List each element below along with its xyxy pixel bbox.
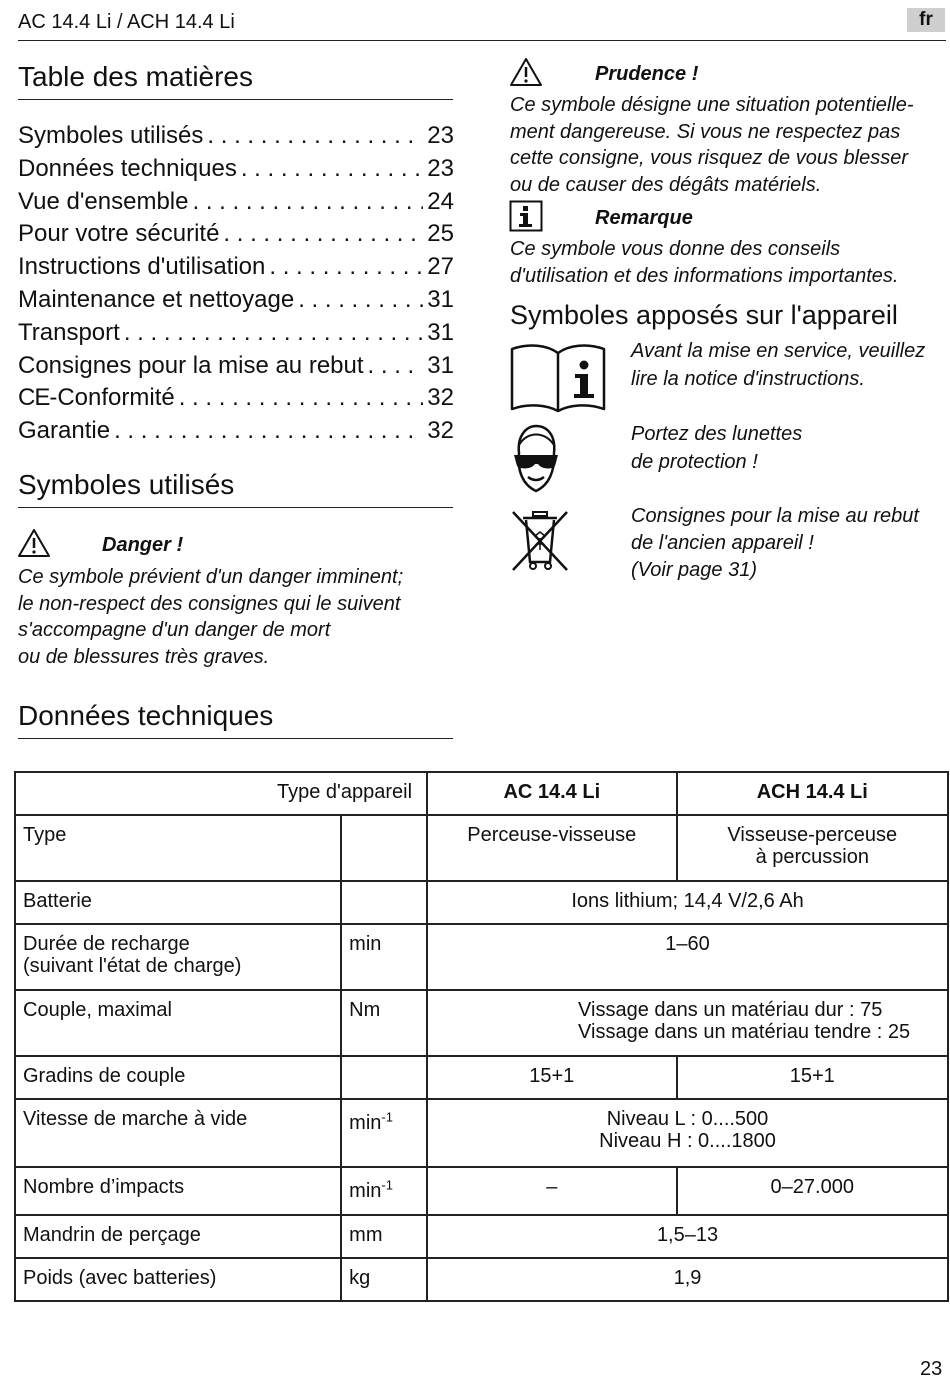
cell-value: Visseuse-perceuse à percussion xyxy=(677,815,948,881)
table-row xyxy=(15,1258,948,1301)
tech-data-heading-rule xyxy=(18,738,453,739)
symbols-used-heading: Symboles utilisés xyxy=(18,469,235,500)
row-label: Nombre d’impacts xyxy=(15,1167,341,1215)
toc-item[interactable]: Instructions d'utilisation . . . 27 xyxy=(18,253,454,286)
toc-item[interactable]: Transport . . . 31 xyxy=(18,319,454,352)
device-symbol-manual-text: Avant la mise en service, veuillez lire la notice d'instructions. xyxy=(631,340,926,390)
cell-value: Perceuse-visseuse xyxy=(427,815,676,881)
table-row xyxy=(15,772,948,815)
toc-item[interactable]: Maintenance et nettoyage . . . 31 xyxy=(18,286,454,319)
cell-value: 0–27.000 xyxy=(677,1167,948,1215)
cell-value: 15+1 xyxy=(427,1056,676,1099)
cell-value: 15+1 xyxy=(677,1056,948,1099)
toc-page-number: 24 xyxy=(427,187,454,215)
toc-page-number: 32 xyxy=(427,384,454,412)
row-label: Durée de recharge (suivant l'état de charge) xyxy=(15,924,341,990)
table-header-model-1: AC 14.4 Li xyxy=(427,772,676,815)
warning-triangle-icon xyxy=(509,57,543,87)
table-header-label: Type d'appareil xyxy=(15,772,427,815)
toc-item[interactable]: Garantie . . . 32 xyxy=(18,417,454,450)
row-unit: Nm xyxy=(341,990,427,1056)
safety-glasses-icon xyxy=(509,423,563,495)
table-row xyxy=(15,881,948,924)
toc-page-number: 31 xyxy=(427,351,454,379)
toc-item[interactable]: Données techniques . . . 23 xyxy=(18,155,454,188)
toc-page-number: 23 xyxy=(427,122,454,149)
toc-page-number: 32 xyxy=(427,417,454,445)
table-row xyxy=(15,1099,948,1167)
symbols-used-heading-rule xyxy=(18,507,453,508)
document-header-title: AC 14.4 Li / ACH 14.4 Li xyxy=(18,11,235,33)
toc-item[interactable]: Pour votre sécurité . . . 25 xyxy=(18,220,454,253)
row-label: Poids (avec batteries) xyxy=(15,1258,341,1301)
device-symbol-glasses-text: Portez des lunettes de protection ! xyxy=(631,423,803,473)
row-unit xyxy=(341,815,427,881)
header-rule xyxy=(18,40,946,41)
warning-triangle-icon xyxy=(17,528,51,558)
row-unit: min xyxy=(341,924,427,990)
toc-page-number: 31 xyxy=(427,285,454,313)
table-of-contents xyxy=(18,122,454,450)
remarque-description: Ce symbole vous donne des conseils d'utilisation et des informations importantes. xyxy=(510,238,899,287)
toc-page-number: 31 xyxy=(427,318,454,346)
toc-item[interactable]: Symboles utilisés . . . 23 xyxy=(18,122,454,155)
cell-value: Ions lithium; 14,4 V/2,6 Ah xyxy=(427,881,948,924)
toc-page-number: 23 xyxy=(427,154,454,182)
toc-page-number: 25 xyxy=(427,220,454,248)
toc-item[interactable]: Vue d'ensemble . . . 24 xyxy=(18,188,454,221)
cell-value: 1,5–13 xyxy=(427,1215,948,1258)
manual-info-icon xyxy=(509,343,607,413)
table-row xyxy=(15,1056,948,1099)
toc-page-number: 27 xyxy=(427,253,454,281)
danger-title: Danger ! xyxy=(102,534,184,556)
row-unit xyxy=(341,1056,427,1099)
row-label: Type xyxy=(15,815,341,881)
cell-value: Vissage dans un matériau dur : 75 Vissage dans un matériau tendre : 25 xyxy=(427,990,948,1056)
tech-data-heading: Données techniques xyxy=(18,700,274,731)
page-number: 23 xyxy=(920,1358,943,1380)
row-label: Mandrin de perçage xyxy=(15,1215,341,1258)
toc-item[interactable]: Consignes pour la mise au rebut . . . 31 xyxy=(18,352,454,385)
table-row xyxy=(15,1167,948,1215)
row-unit: kg xyxy=(341,1258,427,1301)
table-row xyxy=(15,815,948,881)
tech-data-table xyxy=(14,771,949,1302)
toc-heading: Table des matières xyxy=(18,61,254,92)
cell-value: 1–60 xyxy=(427,924,948,990)
ce-mark-icon: CE xyxy=(18,384,50,412)
toc-heading-rule xyxy=(18,99,453,100)
row-label: Gradins de couple xyxy=(15,1056,341,1099)
cell-value: – xyxy=(427,1167,676,1215)
row-unit: $\min^{-1}$ xyxy=(341,1167,427,1215)
prudence-title: Prudence ! xyxy=(595,63,699,85)
table-row xyxy=(15,1215,948,1258)
row-unit: mm xyxy=(341,1215,427,1258)
row-unit: $\min^{-1}$ xyxy=(341,1099,427,1167)
table-header-model-2: ACH 14.4 Li xyxy=(677,772,948,815)
remarque-title: Remarque xyxy=(595,207,693,229)
toc-item[interactable]: CE-Conformité . . . 32 xyxy=(18,384,454,417)
device-symbols-heading: Symboles apposés sur l'appareil xyxy=(510,300,898,330)
row-label: Vitesse de marche à vide xyxy=(15,1099,341,1167)
language-badge: fr xyxy=(907,8,945,32)
prudence-description: Ce symbole désigne une situation potentielle- ment dangereuse. Si vous ne respectez pas cette consigne, vous risquez de vous blesser ou de causer des dégâts matériels. xyxy=(510,94,914,196)
info-icon xyxy=(509,200,543,232)
cell-value: Niveau L : 0....500 Niveau H : 0....1800 xyxy=(427,1099,948,1167)
danger-description: Ce symbole prévient d'un danger imminent; le non-respect des consignes qui le suivent s'accompagne d'un danger de mort ou de blessures très graves. xyxy=(18,566,404,668)
row-label: Batterie xyxy=(15,881,341,924)
row-unit xyxy=(341,881,427,924)
device-symbol-disposal-text: Consignes pour la mise au rebut de l'ancien appareil ! (Voir page 31) xyxy=(631,505,919,581)
table-row xyxy=(15,924,948,990)
cell-value: 1,9 xyxy=(427,1258,948,1301)
row-label: Couple, maximal xyxy=(15,990,341,1056)
crossed-bin-icon xyxy=(509,508,571,574)
table-row xyxy=(15,990,948,1056)
